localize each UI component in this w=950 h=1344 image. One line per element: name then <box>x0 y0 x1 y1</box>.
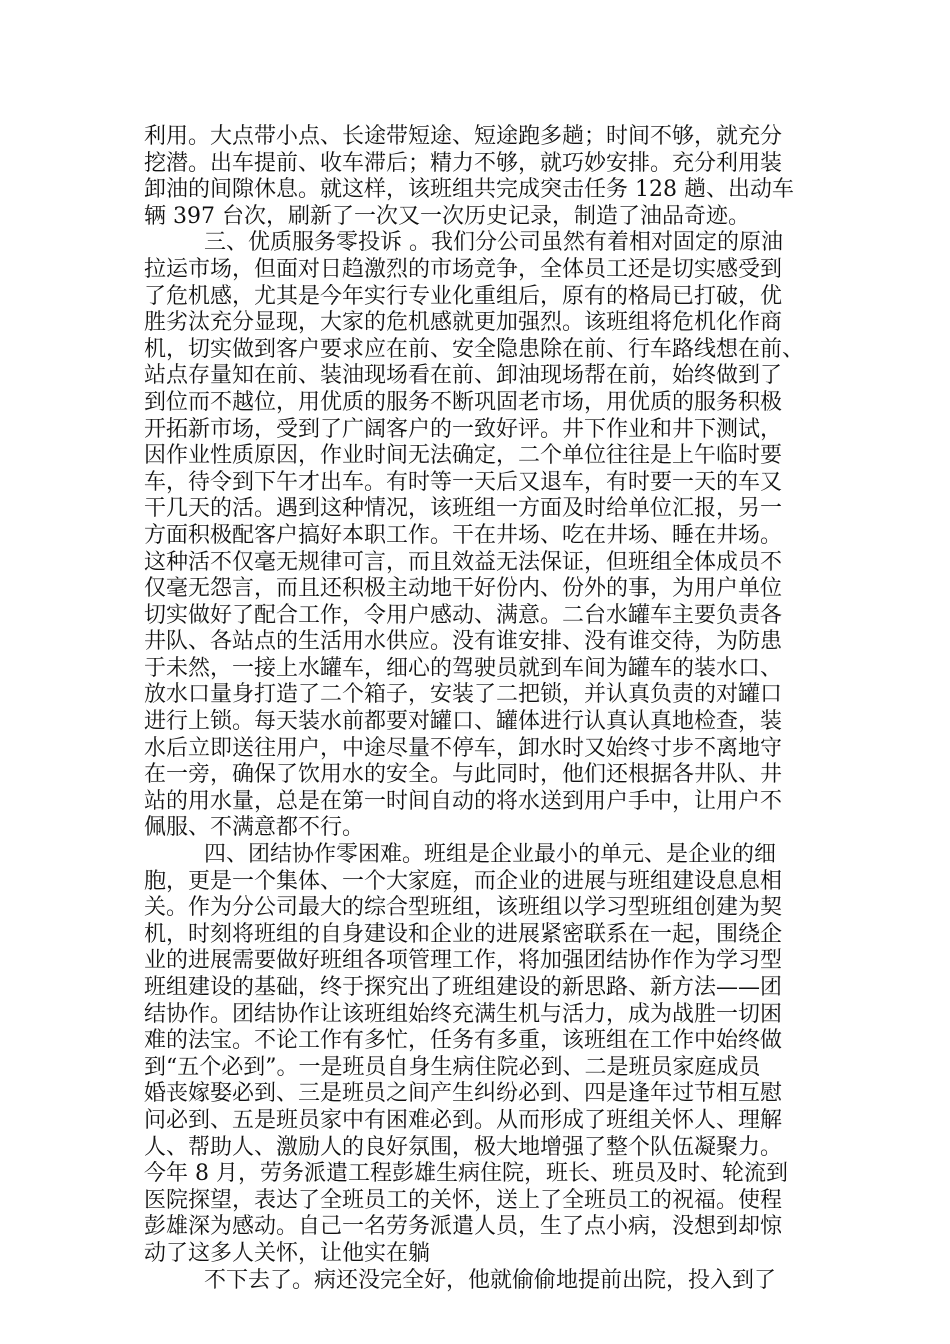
text-line: 仅毫无怨言，而且还积极主动地干好份内、份外的事，为用户单位 <box>144 576 783 602</box>
text-line: 切实做好了配合工作，令用户感动、满意。二台水罐车主要负责各 <box>144 602 783 628</box>
text-line: 动了这多人关怀，让他实在躺 <box>144 1240 431 1266</box>
text-line: 佩服、不满意都不行。 <box>144 815 365 841</box>
text-line: 于未然，一接上水罐车，细心的驾驶员就到车间为罐车的装水口、 <box>144 655 783 681</box>
text-line: 挖潜。出车提前、收车滞后；精力不够，就巧妙安排。充分利用装 <box>144 150 783 176</box>
text-line: 站点存量知在前、装油现场看在前、卸油现场帮在前，始终做到了 <box>144 363 783 389</box>
text-line: 到位而不越位，用优质的服务不断巩固老市场，用优质的服务积极 <box>144 389 783 415</box>
text-line: 辆 397 台次，刷新了一次又一次历史记录，制造了油品奇迹。 <box>144 203 750 229</box>
text-line: 机，时刻将班组的自身建设和企业的进展紧密联系在一起，围绕企 <box>144 921 783 947</box>
text-line: 方面积极配客户搞好本职工作。干在井场、吃在井场、睡在井场。 <box>144 522 783 548</box>
text-line: 利用。大点带小点、长途带短途、短途跑多趟；时间不够，就充分 <box>144 124 783 149</box>
text-line: 机，切实做到客户要求应在前、安全隐患除在前、行车路线想在前、 <box>144 336 805 362</box>
text-line: 不下去了。病还没完全好，他就偷偷地提前出院，投入到了 <box>204 1267 777 1293</box>
text-line: 井队、各站点的生活用水供应。没有谁安排、没有谁交待，为防患 <box>144 629 783 655</box>
text-line: 关。作为分公司最大的综合型班组，该班组以学习型班组创建为契 <box>144 895 783 921</box>
text-line: 了危机感，尤其是今年实行专业化重组后，原有的格局已打破，优 <box>144 283 783 309</box>
text-line: 在一旁，确保了饮用水的安全。与此同时，他们还根据各井队、井 <box>144 762 783 788</box>
text-line: 问必到、五是班员家中有困难必到。从而形成了班组关怀人、理解 <box>144 1107 783 1133</box>
text-line: 放水口量身打造了二个箱子，安装了二把锁，并认真负责的对罐口 <box>144 682 783 708</box>
document-body <box>144 124 824 1294</box>
text-line: 班组建设的基础，终于探究出了班组建设的新思路、新方法——团 <box>144 975 783 1000</box>
text-line: 因作业性质原因，作业时间无法确定，二个单位往往是上午临时要 <box>144 443 783 469</box>
text-line: 医院探望，表达了全班员工的关怀，送上了全班员工的祝福。使程 <box>144 1187 783 1213</box>
text-line: 车，待令到下午才出车。有时等一天后又退车，有时要一天的车又 <box>144 469 783 495</box>
text-line: 站的用水量，总是在第一时间自动的将水送到用户手中，让用户不 <box>144 788 783 814</box>
text-line: 难的法宝。不论工作有多忙，任务有多重，该班组在工作中始终做 <box>144 1028 783 1054</box>
text-line: 进行上锁。每天装水前都要对罐口、罐体进行认真认真地检查，装 <box>144 709 783 735</box>
text-line: 拉运市场，但面对日趋激烈的市场竞争，全体员工还是切实感受到 <box>144 256 783 282</box>
text-line: 这种活不仅毫无规律可言，而且效益无法保证，但班组全体成员不 <box>144 549 783 575</box>
text-line: 水后立即送往用户，中途尽量不停车，卸水时又始终寸步不离地守 <box>144 735 783 761</box>
text-line: 胜劣汰充分显现，大家的危机感就更加强烈。该班组将危机化作商 <box>144 310 783 336</box>
text-line: 四、团结协作零困难。班组是企业最小的单元、是企业的细 <box>204 842 777 868</box>
text-line: 到“五个必到”。一是班员自身生病住院必到、二是班员家庭成员 <box>144 1054 761 1080</box>
text-line: 干几天的活。遇到这种情况，该班组一方面及时给单位汇报，另一 <box>144 496 783 522</box>
text-line: 结协作。团结协作让该班组始终充满生机与活力，成为战胜一切困 <box>144 1001 783 1027</box>
text-line: 三、优质服务零投诉 。我们分公司虽然有着相对固定的原油 <box>204 230 783 256</box>
text-line: 婚丧嫁娶必到、三是班员之间产生纠纷必到、四是逢年过节相互慰 <box>144 1081 783 1107</box>
text-line: 今年 8 月，劳务派遣工程彭雄生病住院，班长、班员及时、轮流到 <box>144 1161 788 1187</box>
text-line: 胞，更是一个集体、一个大家庭，而企业的进展与班组建设息息相 <box>144 868 783 894</box>
text-line: 人、帮助人、激励人的良好氛围，极大地增强了整个队伍凝聚力。 <box>144 1134 783 1160</box>
text-line: 彭雄深为感动。自己一名劳务派遣人员，生了点小病，没想到却惊 <box>144 1214 783 1240</box>
text-line: 开拓新市场，受到了广阔客户的一致好评。井下作业和井下测试， <box>144 416 783 442</box>
text-line: 业的进展需要做好班组各项管理工作，将加强团结协作作为学习型 <box>144 948 783 974</box>
text-line: 卸油的间隙休息。就这样，该班组共完成突击任务 128 趟、出动车 <box>144 177 794 203</box>
